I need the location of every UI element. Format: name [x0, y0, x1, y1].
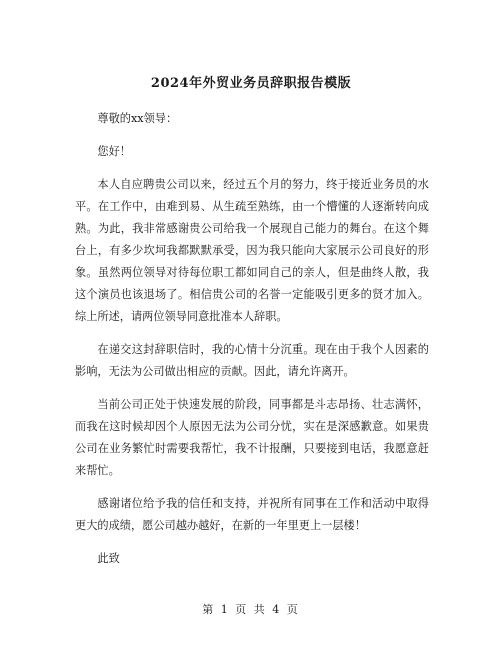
paragraph-1: 本人自应聘贵公司以来，经过五个月的努力，终于接近业务员的水平。在工作中，由难到易、从生疏至熟练，由一个懵懂的人逐渐转向成熟。为此，我非常感谢贵公司给我一个展现自己能力的舞台。在这个舞台上，有多少坎坷我都默默承受，因为我只能向大家展示公司良好的形象。虽然两位领导对待每位职工都如同自己的亲人，但是曲终人散，我这个演员也该退场了。相信贵公司的名誉一定能吸引更多的贤才加入。综上所述，请两位领导同意批准本人辞职。 — [75, 178, 429, 323]
page-number: 第 1 页 共 4 页 — [202, 603, 300, 616]
greeting: 您好！ — [97, 145, 131, 158]
paragraph-2: 在递交这封辞职信时，我的心情十分沉重。现在由于我个人因素的影响，无法为公司做出相应的贡献。因此，请允许离开。 — [75, 343, 429, 378]
paragraph-4: 感谢诸位给予我的信任和支持，并祝所有同事在工作和活动中取得更大的成绩，愿公司越办越好，在新的一年里更上一层楼！ — [75, 497, 429, 532]
closing: 此致 — [97, 552, 120, 565]
paragraph-3: 当前公司正处于快速发展的阶段，同事都是斗志昂扬、壮志满怀，而我在这时候却因个人原因无法为公司分忧，实在是深感歉意。如果贵公司在业务繁忙时需要我帮忙，我不计报酬，只要接到电话，我愿意赶来帮忙。 — [75, 398, 429, 477]
salutation: 尊敬的xx领导： — [97, 112, 178, 125]
letter-body — [75, 108, 429, 581]
document-title: 2024年外贸业务员辞职报告模版 — [150, 76, 352, 91]
